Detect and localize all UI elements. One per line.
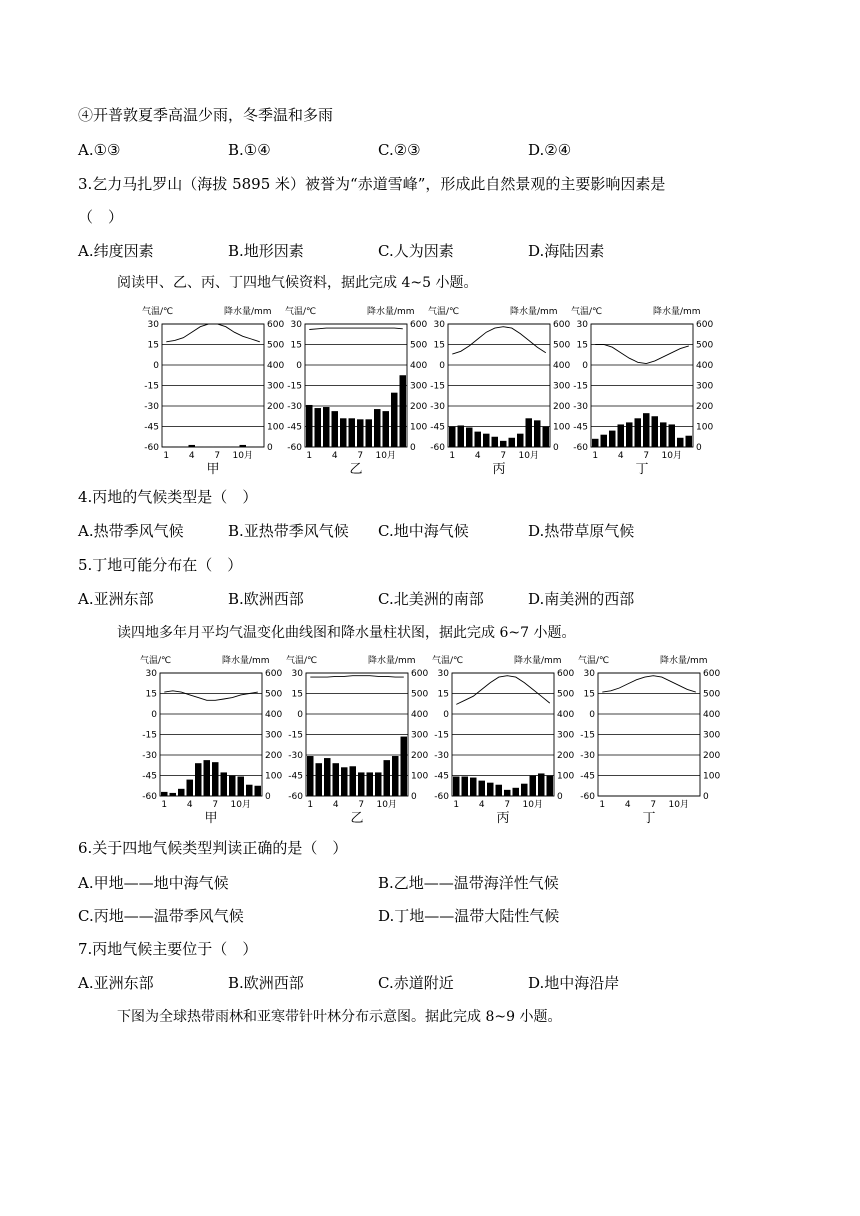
precip-axis-title: 降水量/mm [222,656,270,666]
temp-axis-title: 气温/℃ [285,307,317,317]
intro-6-7: 读四地多年月平均气温变化曲线图和降水量柱状图，据此完成 6~7 小题。 [117,625,576,641]
q5-option-b: B.欧洲西部 [228,590,304,608]
temp-tick-label: 30 [290,320,302,330]
precip-tick-label: 0 [553,443,559,453]
temp-tick-label: 0 [297,710,303,720]
precip-bar [341,767,348,796]
temp-tick-label: 0 [582,361,588,371]
temp-curve [595,345,689,364]
precip-bar [221,772,228,796]
temp-tick-label: 30 [583,669,595,679]
precip-bar [238,777,245,796]
temp-tick-label: -30 [580,751,595,761]
precip-tick-label: 200 [265,751,283,761]
climate-charts-row-2 [138,649,728,829]
temp-tick-label: 0 [151,710,157,720]
precip-bar [453,777,460,796]
precip-bar [513,788,520,796]
temp-tick-label: -15 [288,730,303,741]
q7-option-c: C.赤道附近 [378,974,454,992]
temp-tick-label: 0 [443,710,449,720]
precip-tick-label: 300 [557,730,575,741]
q6-option-d: D.丁地——温带大陆性气候 [378,907,560,925]
q4-option-a: A.热带季风气候 [78,522,184,540]
precip-bar [384,760,391,796]
precip-tick-label: 200 [410,402,428,412]
temp-tick-label: -45 [287,422,302,433]
precip-tick-label: 100 [703,771,721,782]
temp-tick-label: -45 [288,771,303,782]
precip-bar [332,411,339,447]
precip-bar [178,789,185,796]
month-tick-label: 1 [453,800,460,810]
precip-bar [466,428,473,447]
temp-tick-label: -45 [573,422,588,433]
precip-bar [458,425,465,447]
precip-bar [517,434,524,447]
precip-bar [635,418,642,447]
month-tick-label: 7 [357,451,364,461]
climate-chart-4 [140,654,282,826]
climate-chart-5 [286,654,428,826]
precip-tick-label: 300 [696,381,714,392]
temp-axis-title: 气温/℃ [140,656,172,666]
month-tick-label: 4 [617,451,624,461]
temp-tick-label: -15 [573,381,588,392]
chart-name: 丁 [635,462,649,477]
temp-tick-label: -60 [580,792,595,802]
month-tick-label: 4 [186,800,193,810]
temp-tick-label: -60 [144,443,159,453]
month-tick-label: 10月 [375,451,396,461]
month-tick-label: 10月 [376,800,397,810]
temp-tick-label: -60 [287,443,302,453]
temp-tick-label: -60 [434,792,449,802]
month-tick-label: 1 [592,451,599,461]
temp-tick-label: -45 [144,422,159,433]
precip-bar [187,780,194,796]
precip-tick-label: 600 [410,320,428,330]
precip-bar [618,424,625,447]
q2-option-c: C.②③ [378,141,421,159]
q6-option-c: C.丙地——温带季风气候 [78,907,244,925]
temp-tick-label: 15 [291,689,303,700]
precip-bar [246,785,253,796]
precip-bar [401,737,408,796]
precip-bar [626,422,633,447]
temp-tick-label: 15 [290,340,302,351]
temp-axis-title: 气温/℃ [428,307,460,317]
month-tick-label: 10月 [518,451,539,461]
temp-axis-title: 气温/℃ [432,656,464,666]
q4-option-d: D.热带草原气候 [528,522,635,540]
precip-axis-title: 降水量/mm [514,656,562,666]
precip-axis-title: 降水量/mm [367,307,415,317]
temp-tick-label: 30 [576,320,588,330]
precip-tick-label: 600 [557,669,575,679]
precip-tick-label: 400 [411,710,429,720]
chart-name: 甲 [204,811,218,826]
precip-tick-label: 600 [553,320,571,330]
precip-bar [530,776,537,797]
precip-tick-label: 100 [410,422,428,433]
precip-bar [643,413,650,447]
temp-tick-label: 15 [145,689,157,700]
temp-tick-label: 30 [437,669,449,679]
climate-chart-3 [571,305,713,477]
temp-tick-label: 0 [439,361,445,371]
temp-tick-label: -60 [142,792,157,802]
q6-option-a: A.甲地——地中海气候 [78,874,229,892]
precip-bar [316,763,323,796]
month-tick-label: 7 [643,451,650,461]
precip-tick-label: 400 [696,361,714,371]
climate-chart-2 [428,305,570,477]
q4-option-c: C.地中海气候 [378,522,469,540]
chart-name: 乙 [350,811,364,826]
temp-curve [309,328,403,329]
precip-bar [479,781,486,796]
month-tick-label: 7 [504,800,511,810]
precip-bar [652,416,659,447]
precip-bar [660,422,667,447]
precip-bar [601,435,608,447]
precip-bar [255,786,262,796]
q5-option-d: D.南美洲的西部 [528,590,635,608]
precip-tick-label: 500 [265,689,283,700]
temp-tick-label: -60 [288,792,303,802]
climate-chart-0 [142,305,284,477]
precip-bar [315,408,322,447]
precip-tick-label: 500 [696,340,714,351]
q3-option-b: B.地形因素 [228,242,304,260]
precip-bar [340,418,347,447]
precip-bar [547,776,554,797]
precip-tick-label: 0 [703,792,709,802]
q7-stem: 7.丙地气候主要位于（ ） [78,940,258,958]
precip-bar [526,418,533,447]
temp-tick-label: -30 [434,751,449,761]
month-tick-label: 4 [331,451,338,461]
precip-bar [383,411,390,447]
temp-tick-label: -15 [142,730,157,741]
temp-curve [452,327,546,354]
temp-tick-label: 15 [576,340,588,351]
temp-tick-label: -15 [434,730,449,741]
precip-bar [449,427,456,448]
precip-tick-label: 0 [696,443,702,453]
month-tick-label: 10月 [522,800,543,810]
precip-tick-label: 400 [703,710,721,720]
month-tick-label: 1 [599,800,606,810]
precip-bar [538,773,545,796]
precip-bar [367,772,374,796]
precip-bar [240,445,247,447]
precip-tick-label: 300 [411,730,429,741]
month-tick-label: 10月 [230,800,251,810]
precip-axis-title: 降水量/mm [224,307,272,317]
temp-tick-label: 30 [147,320,159,330]
precip-bar [509,438,516,447]
temp-axis-title: 气温/℃ [142,307,174,317]
precip-tick-label: 300 [265,730,283,741]
temp-axis-title: 气温/℃ [286,656,318,666]
precip-bar [492,437,499,447]
precip-bar [349,418,356,447]
month-tick-label: 4 [474,451,481,461]
precip-tick-label: 400 [265,710,283,720]
climate-charts-row-1 [140,300,720,480]
temp-tick-label: -30 [142,751,157,761]
precip-bar [333,763,340,796]
precip-bar [686,436,693,447]
precip-bar [543,427,550,448]
precip-tick-label: 0 [410,443,416,453]
precip-bar [306,405,313,447]
chart-name: 乙 [349,462,363,477]
chart-name: 丙 [496,811,510,826]
precip-bar [475,432,482,447]
temp-tick-label: 30 [291,669,303,679]
precip-tick-label: 100 [267,422,285,433]
precip-tick-label: 100 [696,422,714,433]
temp-tick-label: 15 [147,340,159,351]
precip-tick-label: 600 [696,320,714,330]
precip-bar [392,756,399,796]
climate-chart-1 [285,305,427,477]
q7-option-d: D.地中海沿岸 [528,974,620,992]
q5-option-a: A.亚洲东部 [78,590,154,608]
precip-tick-label: 500 [267,340,285,351]
precip-tick-label: 0 [267,443,273,453]
precip-bar [669,424,676,447]
month-tick-label: 1 [306,451,313,461]
temp-curve [456,676,550,705]
month-tick-label: 7 [358,800,365,810]
precip-bar [357,419,364,447]
q3-stem: 3.乞力马扎罗山（海拔 5895 米）被誉为“赤道雪峰”，形成此自然景观的主要影响因素是 [78,175,666,193]
precip-bar [592,439,599,447]
chart-name: 甲 [206,462,220,477]
q4-option-b: B.亚热带季风气候 [228,522,349,540]
precip-axis-title: 降水量/mm [368,656,416,666]
intro-8-9: 下图为全球热带雨林和亚寒带针叶林分布示意图。据此完成 8~9 小题。 [117,1009,562,1025]
precip-tick-label: 500 [703,689,721,700]
precip-tick-label: 200 [553,402,571,412]
precip-bar [374,409,381,447]
precip-bar [677,438,684,447]
precip-bar [504,790,511,796]
precip-axis-title: 降水量/mm [660,656,708,666]
month-tick-label: 7 [214,451,221,461]
temp-axis-title: 气温/℃ [571,307,603,317]
precip-tick-label: 300 [553,381,571,392]
temp-tick-label: 15 [433,340,445,351]
temp-tick-label: -30 [430,402,445,412]
month-tick-label: 7 [212,800,219,810]
month-tick-label: 7 [650,800,657,810]
month-tick-label: 1 [163,451,170,461]
precip-tick-label: 100 [265,771,283,782]
month-tick-label: 1 [449,451,456,461]
temp-tick-label: -30 [573,402,588,412]
temp-tick-label: -30 [287,402,302,412]
precip-tick-label: 300 [703,730,721,741]
temp-tick-label: 15 [437,689,449,700]
temp-tick-label: -30 [144,402,159,412]
temp-tick-label: 0 [153,361,159,371]
precip-bar [366,419,373,447]
temp-tick-label: -45 [142,771,157,782]
q7-option-b: B.欧洲西部 [228,974,304,992]
precip-bar [391,393,398,447]
q5-stem: 5.丁地可能分布在（ ） [78,556,243,574]
temp-curve [602,676,696,692]
precip-bar [307,756,314,796]
precip-tick-label: 600 [265,669,283,679]
month-tick-label: 4 [188,451,195,461]
temp-tick-label: -15 [580,730,595,741]
precip-tick-label: 300 [410,381,428,392]
precip-bar [323,407,330,447]
precip-bar [609,431,616,447]
temp-tick-label: 30 [145,669,157,679]
month-tick-label: 4 [624,800,631,810]
temp-tick-label: -60 [573,443,588,453]
precip-tick-label: 0 [557,792,563,802]
temp-tick-label: -30 [288,751,303,761]
precip-bar [170,793,177,796]
precip-axis-title: 降水量/mm [510,307,558,317]
precip-tick-label: 400 [410,361,428,371]
precip-tick-label: 200 [703,751,721,761]
month-tick-label: 10月 [661,451,682,461]
precip-bar [534,420,541,447]
precip-tick-label: 200 [557,751,575,761]
q2-option-b: B.①④ [228,141,271,159]
precip-tick-label: 500 [410,340,428,351]
precip-bar [496,785,503,796]
precip-bar [470,778,477,796]
precip-tick-label: 100 [557,771,575,782]
precip-bar [229,776,236,797]
q3-option-c: C.人为因素 [378,242,454,260]
precip-tick-label: 500 [557,689,575,700]
month-tick-label: 4 [478,800,485,810]
temp-tick-label: 0 [296,361,302,371]
intro-4-5: 阅读甲、乙、丙、丁四地气候资料，据此完成 4~5 小题。 [117,275,478,291]
precip-tick-label: 100 [411,771,429,782]
temp-tick-label: 0 [589,710,595,720]
chart-name: 丙 [492,462,506,477]
q2-statement-4: ④开普敦夏季高温少雨，冬季温和多雨 [78,106,334,124]
precip-bar [358,772,365,796]
temp-tick-label: -15 [144,381,159,392]
precip-tick-label: 600 [411,669,429,679]
month-tick-label: 4 [332,800,339,810]
precip-tick-label: 200 [267,402,285,412]
precip-bar [400,375,407,447]
precip-axis-title: 降水量/mm [653,307,701,317]
precip-tick-label: 200 [411,751,429,761]
precip-tick-label: 400 [553,361,571,371]
q2-option-d: D.②④ [528,141,572,159]
temp-tick-label: 30 [433,320,445,330]
temp-tick-label: -45 [434,771,449,782]
climate-chart-6 [432,654,574,826]
q3-option-a: A.纬度因素 [78,242,154,260]
precip-bar [487,783,494,796]
precip-tick-label: 200 [696,402,714,412]
q2-option-a: A.①③ [78,141,121,159]
climate-chart-7 [578,654,720,826]
precip-tick-label: 500 [411,689,429,700]
precip-bar [204,760,211,796]
precip-bar [195,763,202,796]
precip-bar [161,792,168,796]
precip-tick-label: 600 [267,320,285,330]
precip-tick-label: 0 [411,792,417,802]
temp-tick-label: -45 [580,771,595,782]
temp-tick-label: -60 [430,443,445,453]
precip-tick-label: 400 [557,710,575,720]
temp-tick-label: -15 [287,381,302,392]
month-tick-label: 10月 [668,800,689,810]
month-tick-label: 1 [307,800,314,810]
month-tick-label: 10月 [232,451,253,461]
q4-stem: 4.丙地的气候类型是（ ） [78,488,258,506]
precip-tick-label: 600 [703,669,721,679]
month-tick-label: 1 [161,800,168,810]
chart-name: 丁 [642,811,656,826]
precip-bar [521,784,528,796]
temp-curve [164,691,257,701]
precip-bar [350,766,357,796]
q6-stem: 6.关于四地气候类型判读正确的是（ ） [78,839,348,857]
precip-bar [462,777,469,796]
precip-bar [212,762,219,796]
precip-tick-label: 100 [553,422,571,433]
q5-option-c: C.北美洲的南部 [378,590,484,608]
precip-bar [375,772,382,796]
month-tick-label: 7 [500,451,507,461]
q3-stem-paren: （ ） [78,208,124,226]
temp-axis-title: 气温/℃ [578,656,610,666]
precip-tick-label: 500 [553,340,571,351]
precip-bar [483,434,490,447]
precip-tick-label: 0 [265,792,271,802]
precip-bar [500,441,507,447]
precip-tick-label: 400 [267,361,285,371]
q7-option-a: A.亚洲东部 [78,974,154,992]
precip-bar [189,445,196,447]
temp-curve [310,676,404,677]
temp-curve [166,324,259,342]
temp-tick-label: 15 [583,689,595,700]
temp-tick-label: -15 [430,381,445,392]
precip-tick-label: 300 [267,381,285,392]
precip-bar [324,758,331,796]
q3-option-d: D.海陆因素 [528,242,605,260]
temp-tick-label: -45 [430,422,445,433]
q6-option-b: B.乙地——温带海洋性气候 [378,874,559,892]
